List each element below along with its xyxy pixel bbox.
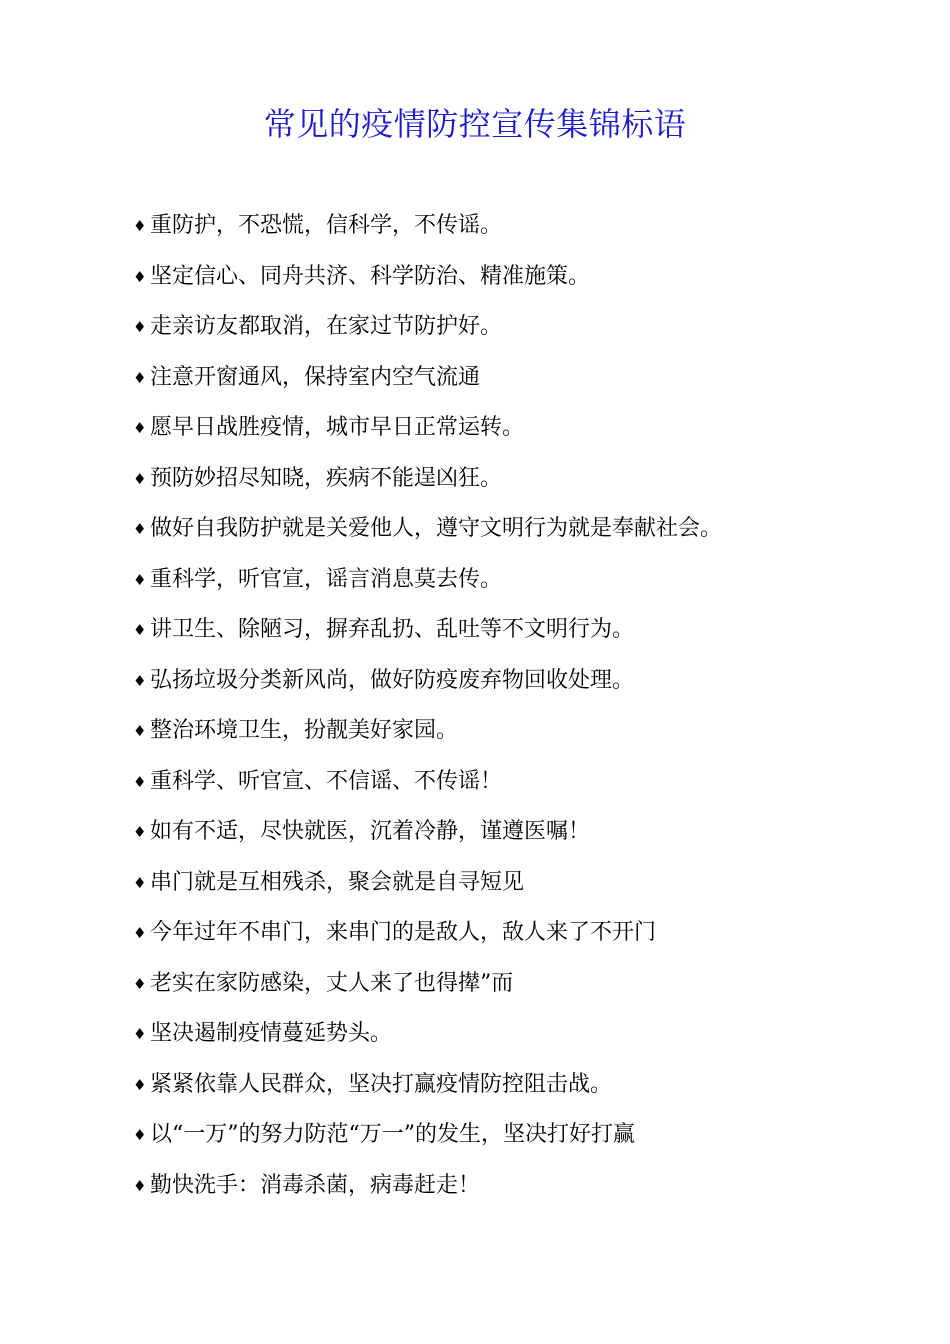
diamond-bullet-icon: ♦ [133, 1025, 147, 1043]
slogan-text: 如有不适，尽快就医，沉着冷静，谨遵医嘱！ [150, 819, 591, 844]
diamond-bullet-icon: ♦ [133, 217, 147, 235]
slogan-list [133, 204, 913, 1214]
slogan-text: 重科学、听官宣、不信谣、不传谣！ [150, 768, 503, 794]
slogan-item [133, 558, 913, 609]
diamond-bullet-icon: ♦ [133, 318, 147, 336]
slogan-item [133, 507, 913, 558]
diamond-bullet-icon: ♦ [133, 924, 147, 942]
slogan-item [133, 861, 913, 912]
slogan-item [133, 709, 913, 760]
slogan-text: 走亲访友都取消，在家过节防护好。 [150, 314, 503, 339]
slogan-item [133, 356, 913, 407]
diamond-bullet-icon: ♦ [133, 267, 147, 286]
slogan-text: 以“一万”的努力防范“万一”的发生，坚决打好打赢 [150, 1122, 635, 1147]
slogan-text: 预防妙招尽知晓，疾病不能逞凶狂。 [150, 465, 503, 491]
diamond-bullet-icon: ♦ [133, 823, 147, 841]
diamond-bullet-icon: ♦ [133, 722, 147, 740]
diamond-bullet-icon: ♦ [133, 621, 147, 639]
diamond-bullet-icon: ♦ [133, 469, 147, 488]
diamond-bullet-icon: ♦ [133, 671, 147, 690]
diamond-bullet-icon: ♦ [133, 1126, 147, 1144]
slogan-item [133, 305, 913, 356]
slogan-item [133, 659, 913, 710]
slogan-text: 重科学，听官宣，谣言消息莫去传。 [150, 566, 503, 592]
slogan-item [133, 204, 913, 255]
slogan-item [133, 1113, 913, 1164]
slogan-item [133, 962, 913, 1013]
slogan-item [133, 255, 913, 306]
slogan-text: 重防护，不恐慌，信科学，不传谣。 [150, 213, 503, 238]
slogan-text: 注意开窗通风，保持室内空气流通 [150, 364, 481, 390]
document-title: 常见的疫情防控宣传集锦标语 [263, 105, 687, 143]
slogan-text: 整治环境卫生，扮靓美好家园。 [150, 718, 459, 743]
slogan-text: 老实在家防感染，丈人来了也得撵”而 [150, 970, 514, 996]
diamond-bullet-icon: ♦ [133, 1075, 147, 1094]
slogan-text: 讲卫生、除陋习，摒弃乱扔、乱吐等不文明行为。 [150, 617, 635, 642]
diamond-bullet-icon: ♦ [133, 974, 147, 993]
slogan-text: 今年过年不串门，来串门的是敌人，敌人来了不开门 [150, 920, 657, 945]
slogan-text: 坚定信心、同舟共济、科学防治、精准施策。 [150, 263, 591, 289]
slogan-item [133, 911, 913, 962]
slogan-text: 愿早日战胜疫情，城市早日正常运转。 [150, 415, 525, 440]
slogan-text: 串门就是互相残杀，聚会就是自寻短见 [150, 869, 525, 895]
diamond-bullet-icon: ♦ [133, 772, 147, 791]
slogan-item [133, 406, 913, 457]
slogan-item [133, 1164, 913, 1215]
slogan-text: 紧紧依靠人民群众，坚决打赢疫情防控阻击战。 [150, 1071, 613, 1097]
diamond-bullet-icon: ♦ [133, 520, 147, 538]
diamond-bullet-icon: ♦ [133, 419, 147, 437]
slogan-text: 做好自我防护就是关爱他人，遵守文明行为就是奉献社会。 [150, 516, 723, 541]
slogan-item [133, 1012, 913, 1063]
slogan-item [133, 760, 913, 811]
slogan-item [133, 608, 913, 659]
diamond-bullet-icon: ♦ [133, 570, 147, 589]
slogan-item [133, 810, 913, 861]
slogan-item [133, 1063, 913, 1114]
diamond-bullet-icon: ♦ [133, 1176, 147, 1195]
slogan-text: 坚决遏制疫情蔓延势头。 [150, 1021, 393, 1046]
slogan-item [133, 457, 913, 508]
slogan-text: 勤快洗手：消毒杀菌，病毒赶走！ [150, 1172, 481, 1198]
slogan-text: 弘扬垃圾分类新风尚，做好防疫废弃物回收处理。 [150, 667, 635, 693]
diamond-bullet-icon: ♦ [133, 873, 147, 892]
diamond-bullet-icon: ♦ [133, 368, 147, 387]
